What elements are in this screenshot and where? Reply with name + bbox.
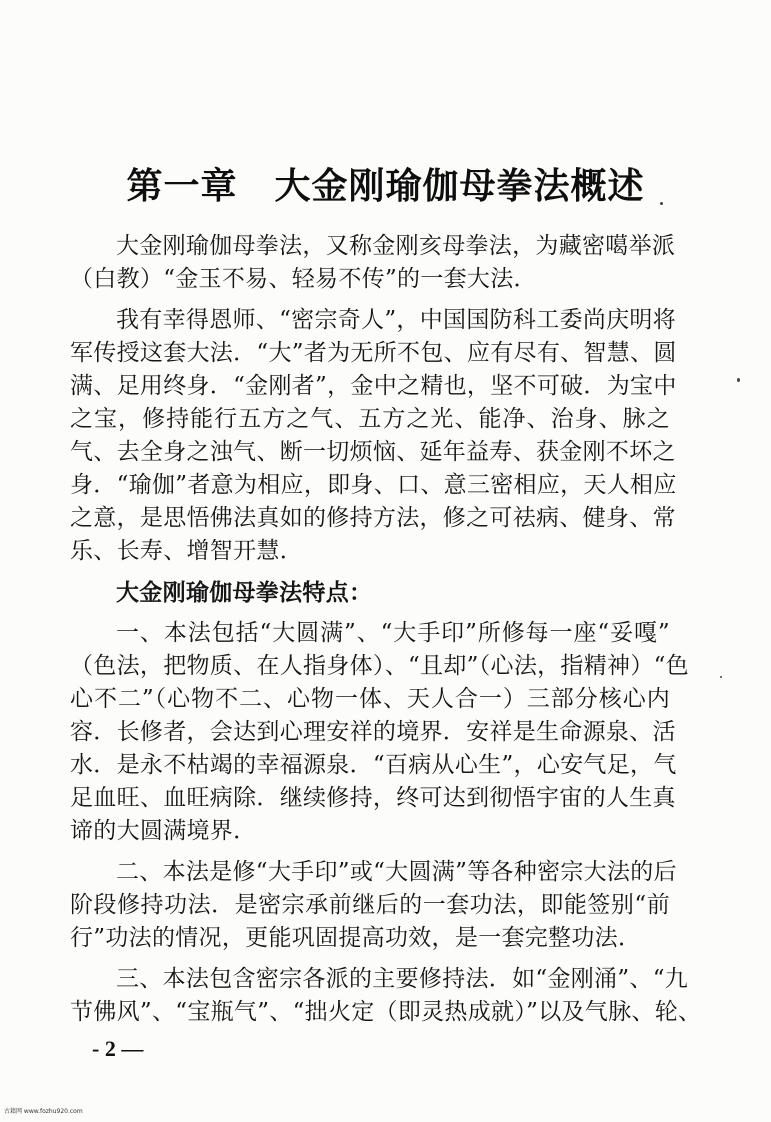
paragraph-gap xyxy=(70,848,670,856)
page-number: - 2 — xyxy=(92,1036,144,1061)
text-line: 气、去全身之浊气、断一切烦恼、延年益寿、获金刚不坏之 xyxy=(70,439,676,465)
text-line: 行”功法的情况，更能巩固提高功效，是一套完整功法． xyxy=(70,925,642,951)
text-line: 阶段修持功法．是密宗承前继后的一套功法，即能签别“前 xyxy=(70,892,670,918)
text-line: 容．长修者，会达到心理安祥的境界．安祥是生命源泉、活 xyxy=(70,719,676,745)
text-line: （白教）“金玉不易、轻易不传”的一套大法． xyxy=(70,266,537,292)
section-heading: 大金刚瑜伽母拳法特点： xyxy=(116,579,373,606)
paragraph-gap xyxy=(70,955,670,963)
text-line: 满、足用终身．“金刚者”，金中之精也，坚不可破．为宝中 xyxy=(70,373,677,399)
chapter-title: 第一章 大金刚瑜伽母拳法概述 xyxy=(126,166,645,207)
text-line: 之意，是思悟佛法真如的修持方法，修之可祛病、健身、常 xyxy=(70,505,676,531)
paragraph-gap xyxy=(70,296,670,304)
watermark: 古籍网 www.fozhu920.com xyxy=(4,1108,83,1115)
text-line: 一、本法包括“大圆满”、“大手印”所修每一座“妥嘎” xyxy=(116,620,670,646)
paragraph-gap xyxy=(70,609,670,617)
body-text xyxy=(70,230,702,1029)
scan-speck xyxy=(660,202,663,205)
text-line: （色法，把物质、在人指身体）、“且却”（心法，指精神）“色 xyxy=(70,653,689,679)
text-line: 心不二”（心物不二、心物一体、天人合一）三部分核心内 xyxy=(70,686,670,712)
text-line: 足血旺、血旺病除．继续修持，终可达到彻悟宇宙的人生真 xyxy=(70,785,676,811)
text-line: 谛的大圆满境界． xyxy=(70,818,257,844)
text-line: 乐、长寿、增智开慧． xyxy=(70,538,303,564)
text-line: 三、本法包含密宗各派的主要修持法．如“金刚涌”、“九 xyxy=(116,966,689,992)
text-line: 水．是永不枯竭的幸福源泉．“百病从心生”，心安气足，气 xyxy=(70,752,677,778)
text-line: 之宝，修持能行五方之气、五方之光、能净、治身、脉之 xyxy=(70,406,670,432)
text-line: 我有幸得恩师、“密宗奇人”，中国国防科工委尚庆明将 xyxy=(116,307,677,333)
paragraph-gap xyxy=(70,568,670,576)
text-line: 身．“瑜伽”者意为相应，即身、口、意三密相应，天人相应 xyxy=(70,472,677,498)
text-line: 二、本法是修“大手印”或“大圆满”等各种密宗大法的后 xyxy=(116,859,677,885)
text-line: 大金刚瑜伽母拳法，又称金刚亥母拳法，为藏密噶举派 xyxy=(116,233,676,259)
scan-speck xyxy=(720,676,722,678)
text-line: 军传授这套大法．“大”者为无所不包、应有尽有、智慧、圆 xyxy=(70,340,677,366)
scan-speck xyxy=(737,378,740,382)
text-line: 节佛风”、“宝瓶气”、“拙火定（即灵热成就）”以及气脉、轮、 xyxy=(70,999,702,1025)
